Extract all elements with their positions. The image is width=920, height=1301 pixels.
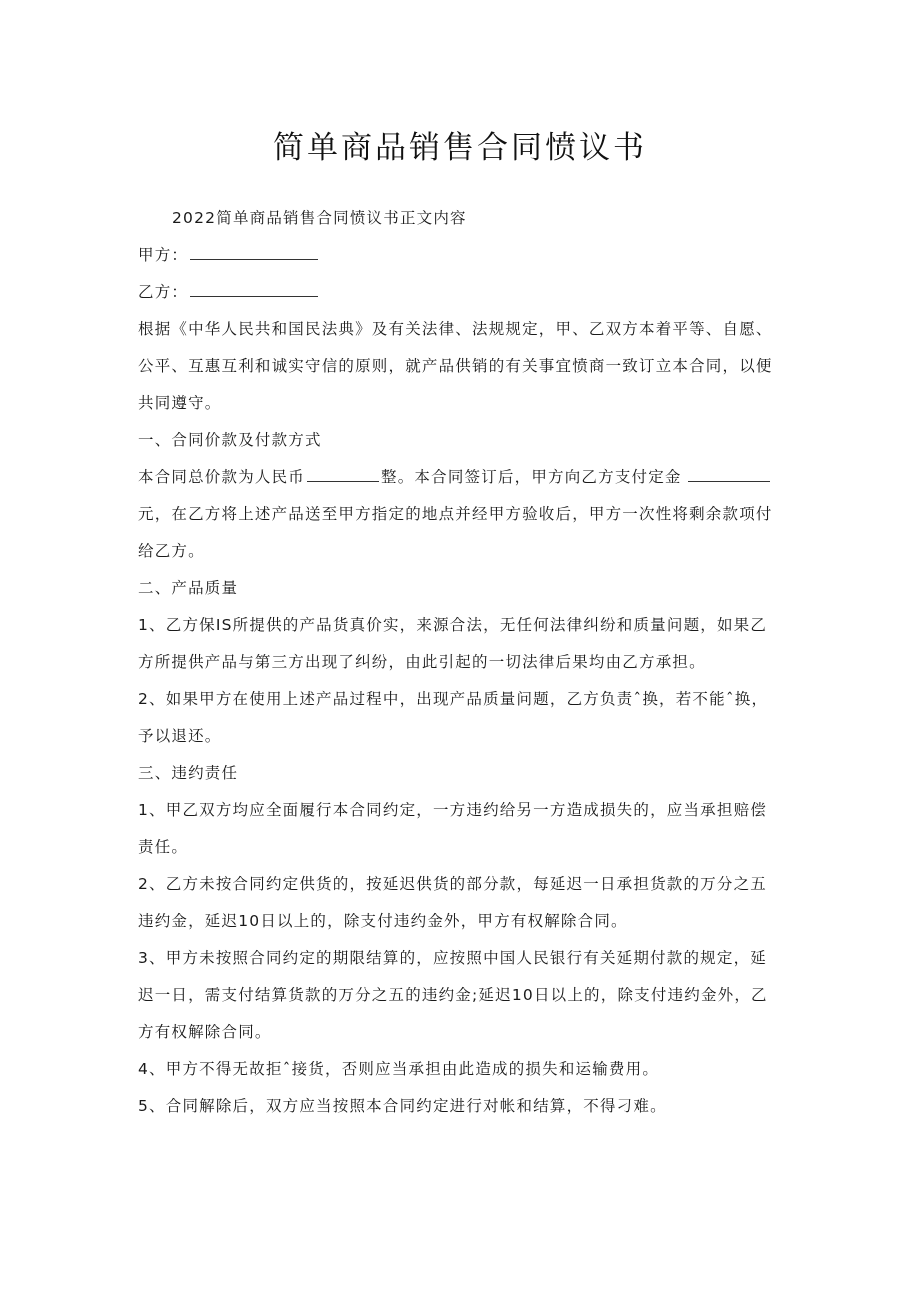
document-title: 简单商品销售合同愤议书 (273, 130, 647, 166)
section-line: 元，在乙方将上述产品送至甲方指定的地点并经甲方验收后，甲方一次性将剩余款项付 (138, 505, 773, 523)
section-line: 予以退还。 (138, 727, 222, 745)
price-line (138, 459, 788, 496)
party-b-blank (190, 278, 318, 297)
deposit-blank (688, 463, 770, 482)
party-b-label: 乙方： (138, 283, 189, 301)
document-body (138, 200, 788, 1125)
party-b-line (138, 274, 788, 311)
section-line: 4、甲方不得无故拒ˆ接货，否则应当承担由此造成的损失和运输费用。 (138, 1060, 660, 1078)
section-line: 5、合同解除后，双方应当按照本合同约定进行对帐和结算，不得刁难。 (138, 1097, 667, 1115)
intro-line: 根据《中华人民共和国民法典》及有关法律、法规规定，甲、乙双方本着平等、自愿、 (138, 320, 773, 338)
subtitle: 2022简单商品销售合同愤议书正文内容 (172, 209, 467, 227)
section-heading-price: 一、合同价款及付款方式 (138, 431, 322, 449)
section-line: 给乙方。 (138, 542, 205, 560)
intro-line: 公平、互惠互利和诚实守信的原则，就产品供销的有关事宜愤商一致订立本合同，以便 (138, 357, 773, 375)
party-a-line (138, 237, 788, 274)
price-text-b: 整。本合同签订后，甲方向乙方支付定金 (381, 468, 682, 486)
section-line: 方所提供产品与第三方出现了纠纷，由此引起的一切法律后果均由乙方承担。 (138, 653, 706, 671)
intro-line: 共同遵守。 (138, 394, 222, 412)
section-heading-liability: 三、违约责任 (138, 764, 239, 782)
section-line: 迟一日，需支付结算货款的万分之五的违约金;延迟10日以上的，除支付违约金外，乙 (138, 986, 768, 1004)
section-line: 1、乙方保IS所提供的产品货真价实，来源合法，无任何法律纠纷和质量问题，如果乙 (138, 616, 768, 634)
section-line: 2、乙方未按合同约定供货的，按延迟供货的部分款，每延迟一日承担货款的万分之五 (138, 875, 767, 893)
section-line: 责任。 (138, 838, 189, 856)
section-line: 2、如果甲方在使用上述产品过程中，出现产品质量问题，乙方负责ˆ换，若不能ˆ换， (138, 690, 769, 708)
section-line: 1、甲乙双方均应全面履行本合同约定，一方违约给另一方造成损失的，应当承担赔偿 (138, 801, 767, 819)
party-a-label: 甲方： (138, 246, 189, 264)
section-line: 3、甲方未按照合同约定的期限结算的，应按照中国人民银行有关延期付款的规定，延 (138, 949, 767, 967)
section-heading-quality: 二、产品质量 (138, 579, 239, 597)
price-text-a: 本合同总价款为人民币 (138, 468, 306, 486)
party-a-blank (190, 241, 318, 260)
price-blank (307, 463, 379, 482)
section-line: 方有权解除合同。 (138, 1023, 272, 1041)
section-line: 违约金，延迟10日以上的，除支付违约金外，甲方有权解除合同。 (138, 912, 628, 930)
